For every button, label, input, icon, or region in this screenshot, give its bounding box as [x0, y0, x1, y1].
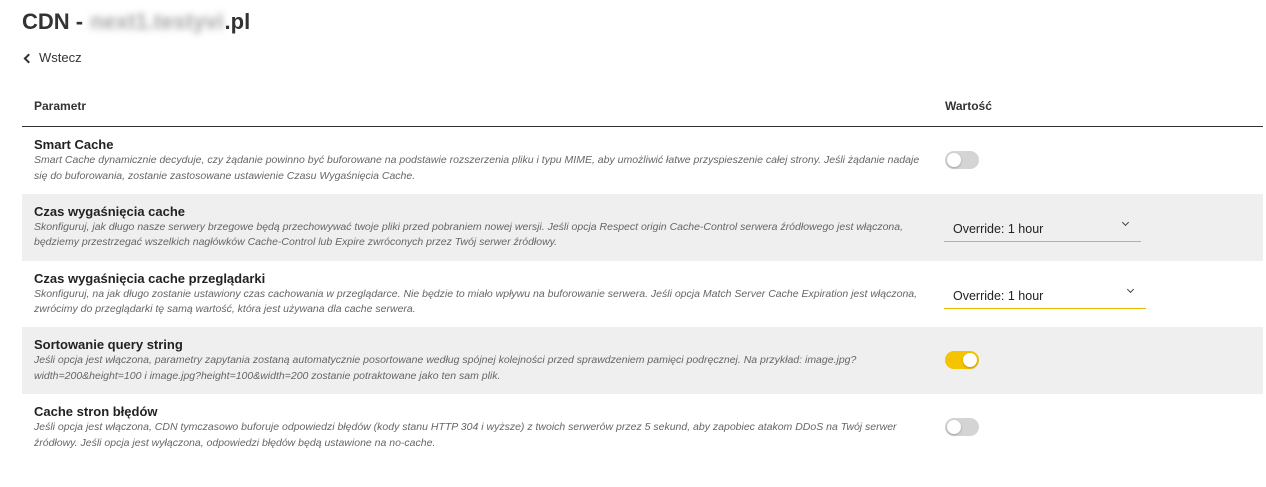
setting-description: Jeśli opcja jest włączona, CDN tymczasowo buforuje odpowiedzi błędów (kody stanu HTTP 304 i wyższe) z twoich serwerów przez 5 sekund, aby zapobiec atakom DDoS na Twój serwer źródłowy. Jeśli opcja jest wyłączona, odpowiedzi błędów będą ustawione na no-cache. — [34, 421, 897, 449]
setting-row-error-page-cache — [22, 394, 1263, 461]
setting-row-query-string-sort — [22, 327, 1263, 394]
back-label: Wstecz — [39, 50, 82, 65]
setting-row-browser-cache-expiration — [22, 261, 1263, 328]
toggle-knob — [947, 153, 961, 167]
back-link[interactable] — [25, 50, 82, 65]
setting-description: Skonfiguruj, jak długo nasze serwery brzegowe będą przechowywać twoje pliki przed pobraniem nowej wersji. Jeśli opcja Respect origin Cache-Control serwera źródłowego jest włączona, będziemy przestrzegać wszelkich nagłówków Cache-Control lub Expire zwróconych przez Twój serwer źródłowy. — [34, 220, 904, 249]
setting-description: Jeśli opcja jest włączona, parametry zapytania zostaną automatycznie posortowane według spójnej kolejności przed sprawdzeniem pamięci podręcznej. Na przykład: image.jpg?width=200&height=100 i image.jpg?height=100&width=200 zostanie potraktowane jako ten sam plik. — [34, 354, 857, 382]
setting-name: Smart Cache — [34, 137, 114, 152]
select-value: Override: 1 hour — [953, 288, 1044, 303]
select-value: Override: 1 hour — [953, 221, 1044, 236]
setting-name: Cache stron błędów — [34, 404, 158, 420]
setting-description: Skonfiguruj, na jak długo zostanie ustawiony czas cachowania w przeglądarce. Nie będzie to miało wpływu na buforowanie serwera. Jeśli opcja Match Server Cache Expiration jest włączona, zwrócimy do przeglądarki tę samą wartość, która jest używana dla cache serwera. — [34, 287, 918, 316]
setting-row-smart-cache — [22, 127, 1263, 194]
setting-name: Czas wygaśnięcia cache — [34, 203, 186, 219]
domain-name-blurred: next1.testyvi — [90, 9, 224, 34]
setting-row-cache-expiration — [22, 194, 1263, 261]
setting-name: Sortowanie query string — [34, 337, 183, 353]
settings-table — [22, 88, 1263, 461]
setting-description: Smart Cache dynamicznie decyduje, czy żądanie powinno być buforowane na podstawie rozszerzenia pliku i typu MIME, aby umożliwić łatwe przyspieszenie całej strony. Jeśli żądanie nadaje się do buforowania, zostanie zastosowane ustawienie Czasu Wygaśnięcia Cache. — [34, 154, 920, 182]
toggle-knob — [963, 353, 977, 367]
table-header — [22, 88, 1263, 127]
browser-cache-expiration-select[interactable] — [944, 280, 1146, 309]
column-header-param: Parametr — [34, 99, 87, 113]
column-header-value: Wartość — [945, 99, 992, 113]
smart-cache-toggle[interactable] — [945, 151, 979, 169]
chevron-left-icon — [24, 53, 34, 63]
query-string-sort-toggle[interactable] — [945, 351, 979, 369]
setting-name: Czas wygaśnięcia cache przeglądarki — [34, 270, 266, 286]
cache-expiration-select[interactable] — [944, 213, 1141, 242]
toggle-knob — [947, 420, 961, 434]
title-prefix: CDN - — [22, 9, 84, 34]
error-page-cache-toggle[interactable] — [945, 418, 979, 436]
title-suffix: .pl — [224, 9, 251, 34]
chevron-down-icon — [1122, 219, 1129, 226]
chevron-down-icon — [1127, 286, 1134, 293]
page-title — [22, 9, 250, 35]
